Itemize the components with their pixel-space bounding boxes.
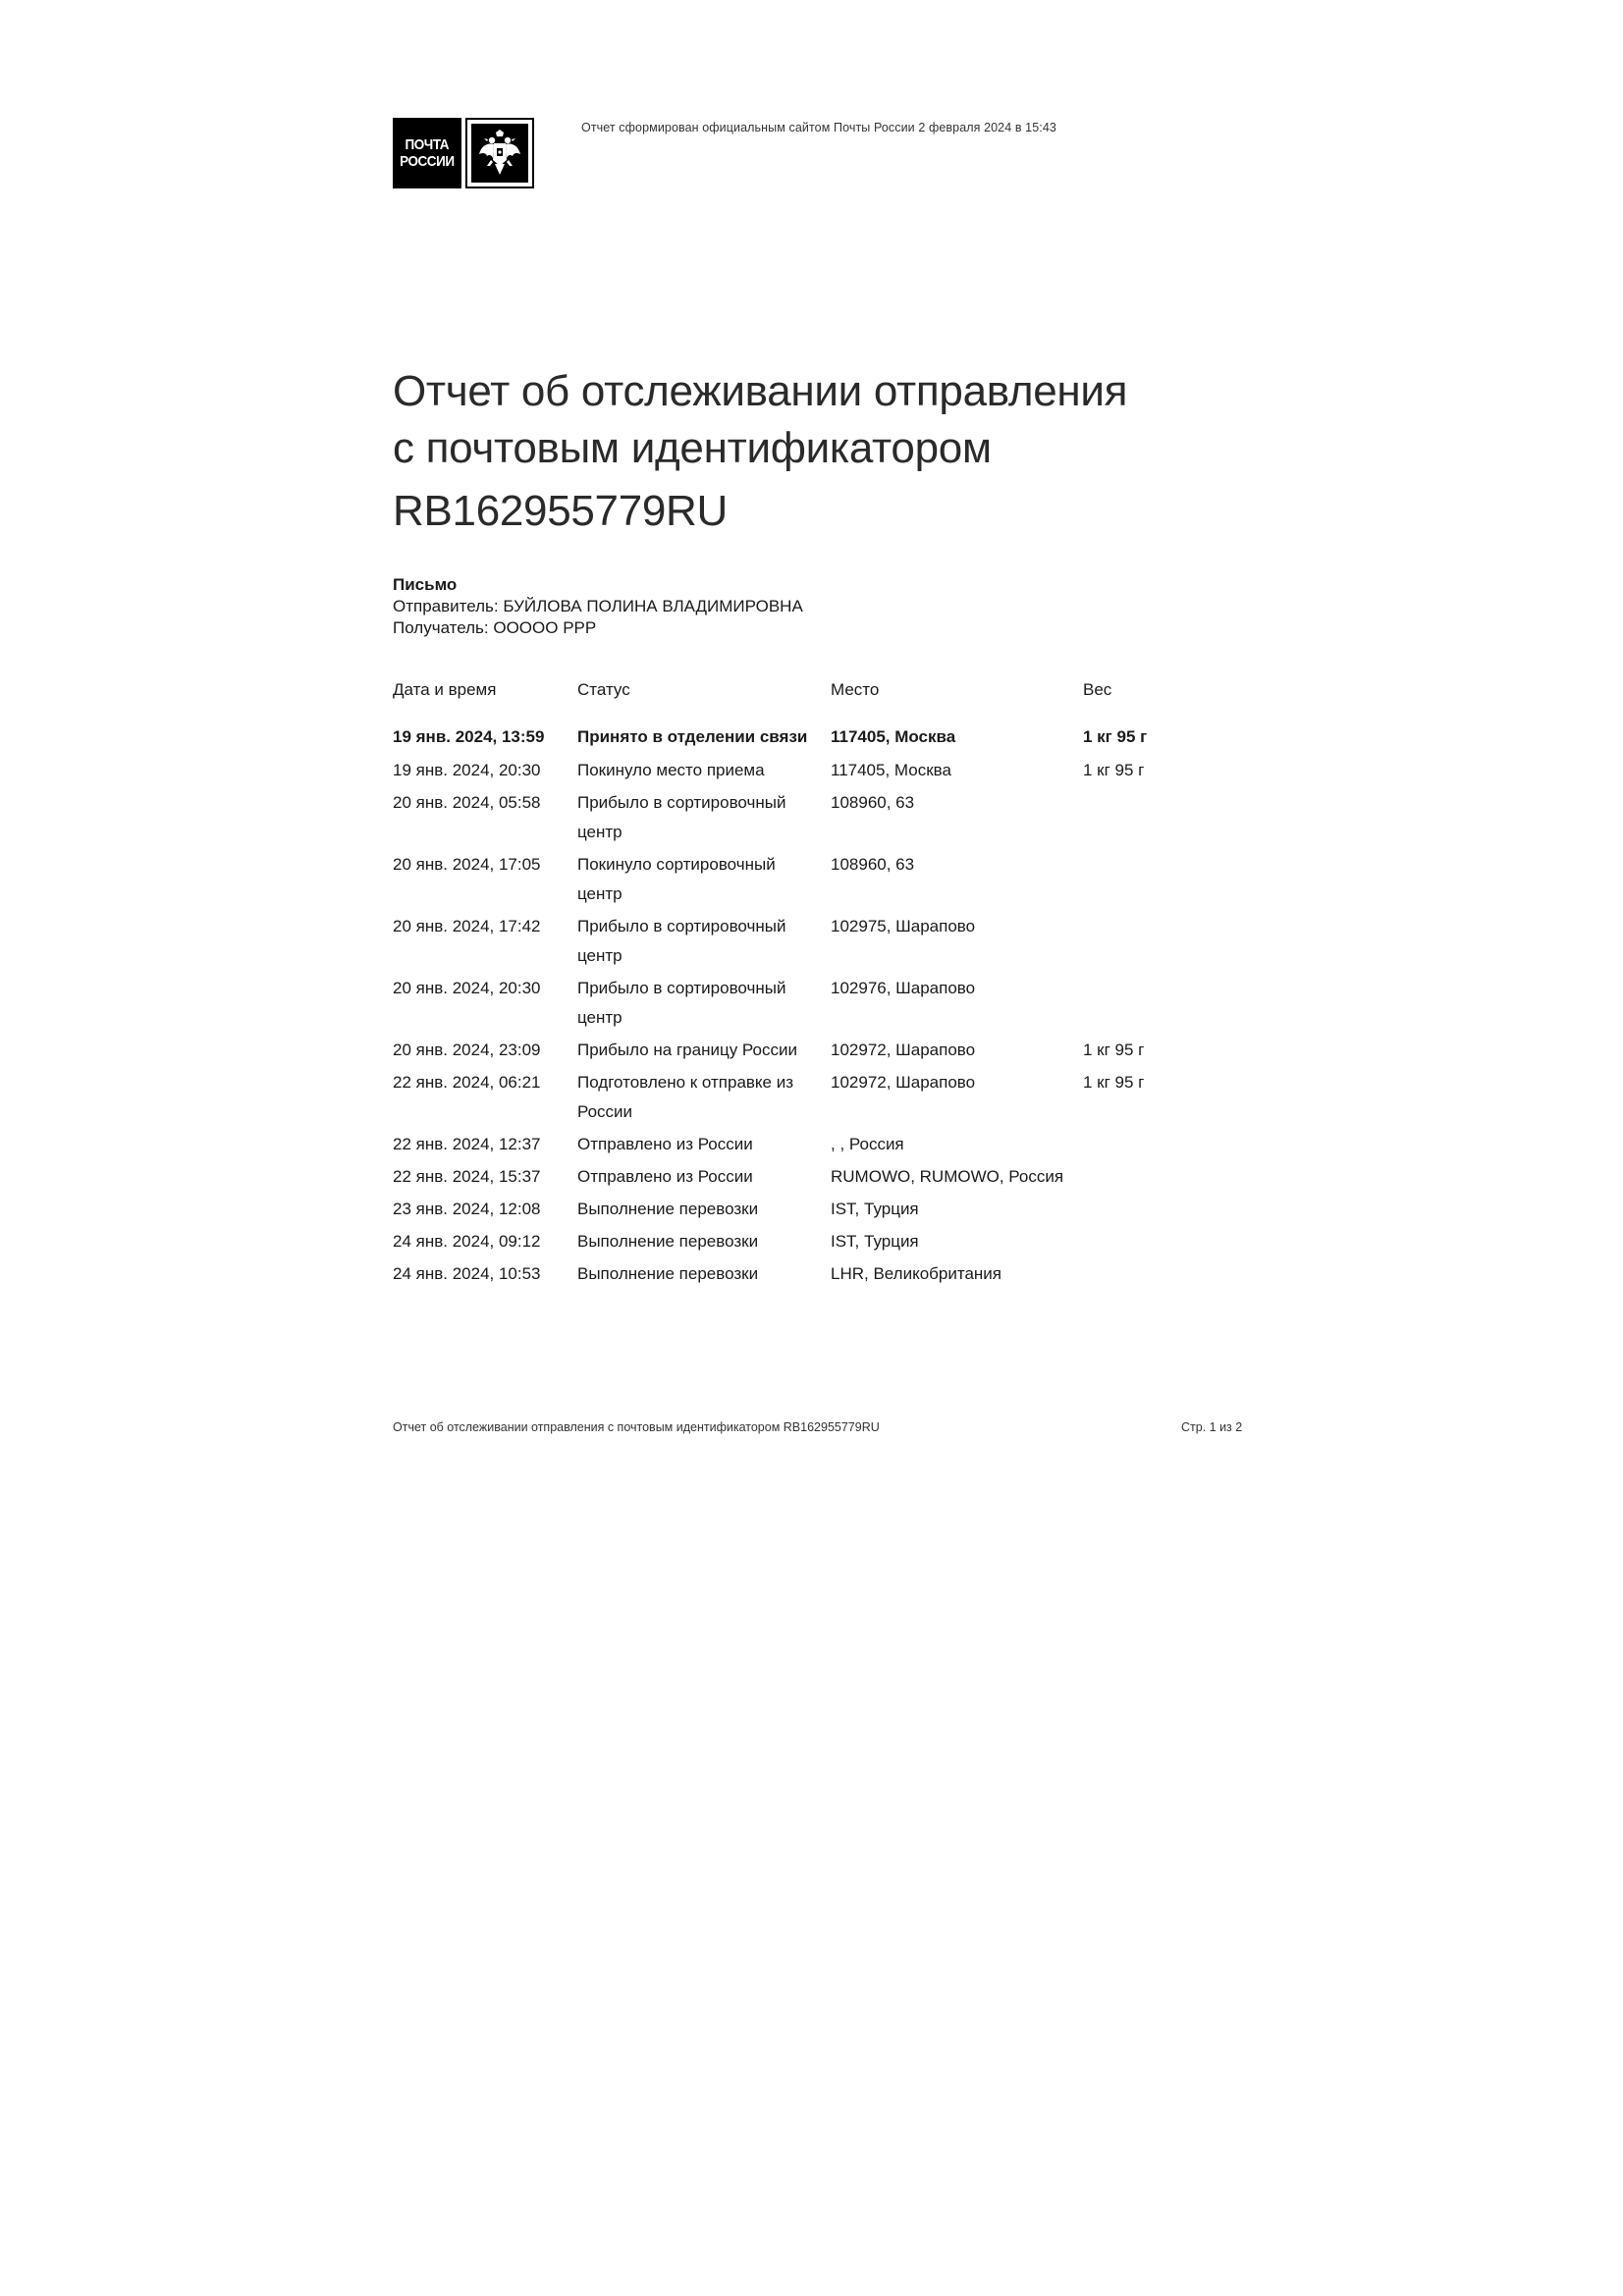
row-date: 23 янв. 2024, 12:08 [393,1200,541,1218]
row-status: Прибыло в сортировочный центр [577,917,786,965]
row-place: 117405, Москва [831,761,951,779]
row-status: Покинуло место приема [577,761,765,779]
footer-report-id: Отчет об отслеживании отправления с почтовым идентификатором RB162955779RU [393,1420,880,1434]
row-place: 117405, Москва [831,727,956,746]
table-row [393,1162,1198,1195]
table-row [393,974,1198,1036]
row-weight: 1 кг 95 г [1083,1041,1145,1059]
logo-wordmark [393,118,461,188]
title-line-2: с почтовым идентификатором [393,424,992,472]
table-row [393,722,1198,756]
row-date: 20 янв. 2024, 23:09 [393,1041,541,1059]
row-status: Отправлено из России [577,1135,753,1153]
logo-line-1: ПОЧТА [405,136,450,153]
row-status: Прибыло в сортировочный центр [577,793,786,841]
row-weight: 1 кг 95 г [1083,1073,1145,1092]
tracking-id: RB162955779RU [393,487,729,535]
row-weight: 1 кг 95 г [1083,727,1148,746]
row-status: Принято в отделении связи [577,727,808,746]
row-place: 108960, 63 [831,793,915,812]
row-place: RUMOWO, RUMOWO, Россия [831,1167,1064,1186]
row-weight [1083,1162,1198,1195]
row-weight [1083,788,1198,850]
row-status: Отправлено из России [577,1167,753,1186]
row-date: 20 янв. 2024, 17:42 [393,917,541,935]
row-date: 20 янв. 2024, 05:58 [393,793,541,812]
header-weight: Вес [1083,680,1112,699]
row-date: 22 янв. 2024, 06:21 [393,1073,541,1092]
row-weight [1083,1259,1198,1292]
row-status: Выполнение перевозки [577,1264,759,1283]
table-row [393,788,1198,850]
row-place: IST, Турция [831,1232,919,1251]
row-weight [1083,1227,1198,1259]
tracking-table [393,679,1198,1292]
table-row [393,1195,1198,1227]
logo-emblem-frame [465,118,534,188]
logo-line-2: РОССИИ [400,153,455,170]
header-place: Место [831,680,880,699]
russian-post-logo [393,118,534,188]
table-row [393,756,1198,788]
table-row [393,1130,1198,1162]
title-line-1: Отчет об отслеживании отправления [393,367,1128,415]
row-place: 108960, 63 [831,855,915,874]
row-weight [1083,1195,1198,1227]
table-header-row [393,679,1198,722]
row-place: 102975, Шарапово [831,917,976,935]
row-date: 24 янв. 2024, 10:53 [393,1264,541,1283]
row-status: Выполнение перевозки [577,1232,759,1251]
sender: Отправитель: БУЙЛОВА ПОЛИНА ВЛАДИМИРОВНА [393,597,803,615]
shipment-kind: Письмо [393,575,458,594]
footer-page-number: Стр. 1 из 2 [1181,1420,1243,1434]
table-row [393,1068,1198,1130]
row-status: Прибыло в сортировочный центр [577,979,786,1027]
row-weight [1083,912,1198,974]
row-date: 20 янв. 2024, 17:05 [393,855,541,874]
row-place: 102976, Шарапово [831,979,976,997]
row-date: 19 янв. 2024, 20:30 [393,761,541,779]
double-headed-eagle-icon [471,124,528,183]
table-row [393,912,1198,974]
row-status: Покинуло сортировочный центр [577,855,776,903]
row-place: 102972, Шарапово [831,1041,976,1059]
eagle-svg [477,129,522,178]
row-status: Прибыло на границу России [577,1041,797,1059]
table-row [393,1259,1198,1292]
row-date: 22 янв. 2024, 15:37 [393,1167,541,1186]
row-date: 24 янв. 2024, 09:12 [393,1232,541,1251]
row-place: LHR, Великобритания [831,1264,1002,1283]
row-place: , , Россия [831,1135,904,1153]
recipient: Получатель: ООООО РРР [393,618,597,637]
row-date: 19 янв. 2024, 13:59 [393,727,545,746]
row-weight: 1 кг 95 г [1083,761,1145,779]
header-status: Статус [577,680,630,699]
header-date: Дата и время [393,680,497,699]
row-place: IST, Турция [831,1200,919,1218]
row-place: 102972, Шарапово [831,1073,976,1092]
shipment-info [393,574,803,639]
row-date: 22 янв. 2024, 12:37 [393,1135,541,1153]
row-status: Выполнение перевозки [577,1200,759,1218]
row-weight [1083,974,1198,1036]
generated-note: Отчет сформирован официальным сайтом Почты России 2 февраля 2024 в 15:43 [581,121,1056,134]
report-title [393,363,1237,540]
row-weight [1083,850,1198,912]
row-status: Подготовлено к отправке из России [577,1073,794,1121]
table-row [393,850,1198,912]
table-row [393,1227,1198,1259]
row-weight [1083,1130,1198,1162]
table-row [393,1036,1198,1068]
row-date: 20 янв. 2024, 20:30 [393,979,541,997]
